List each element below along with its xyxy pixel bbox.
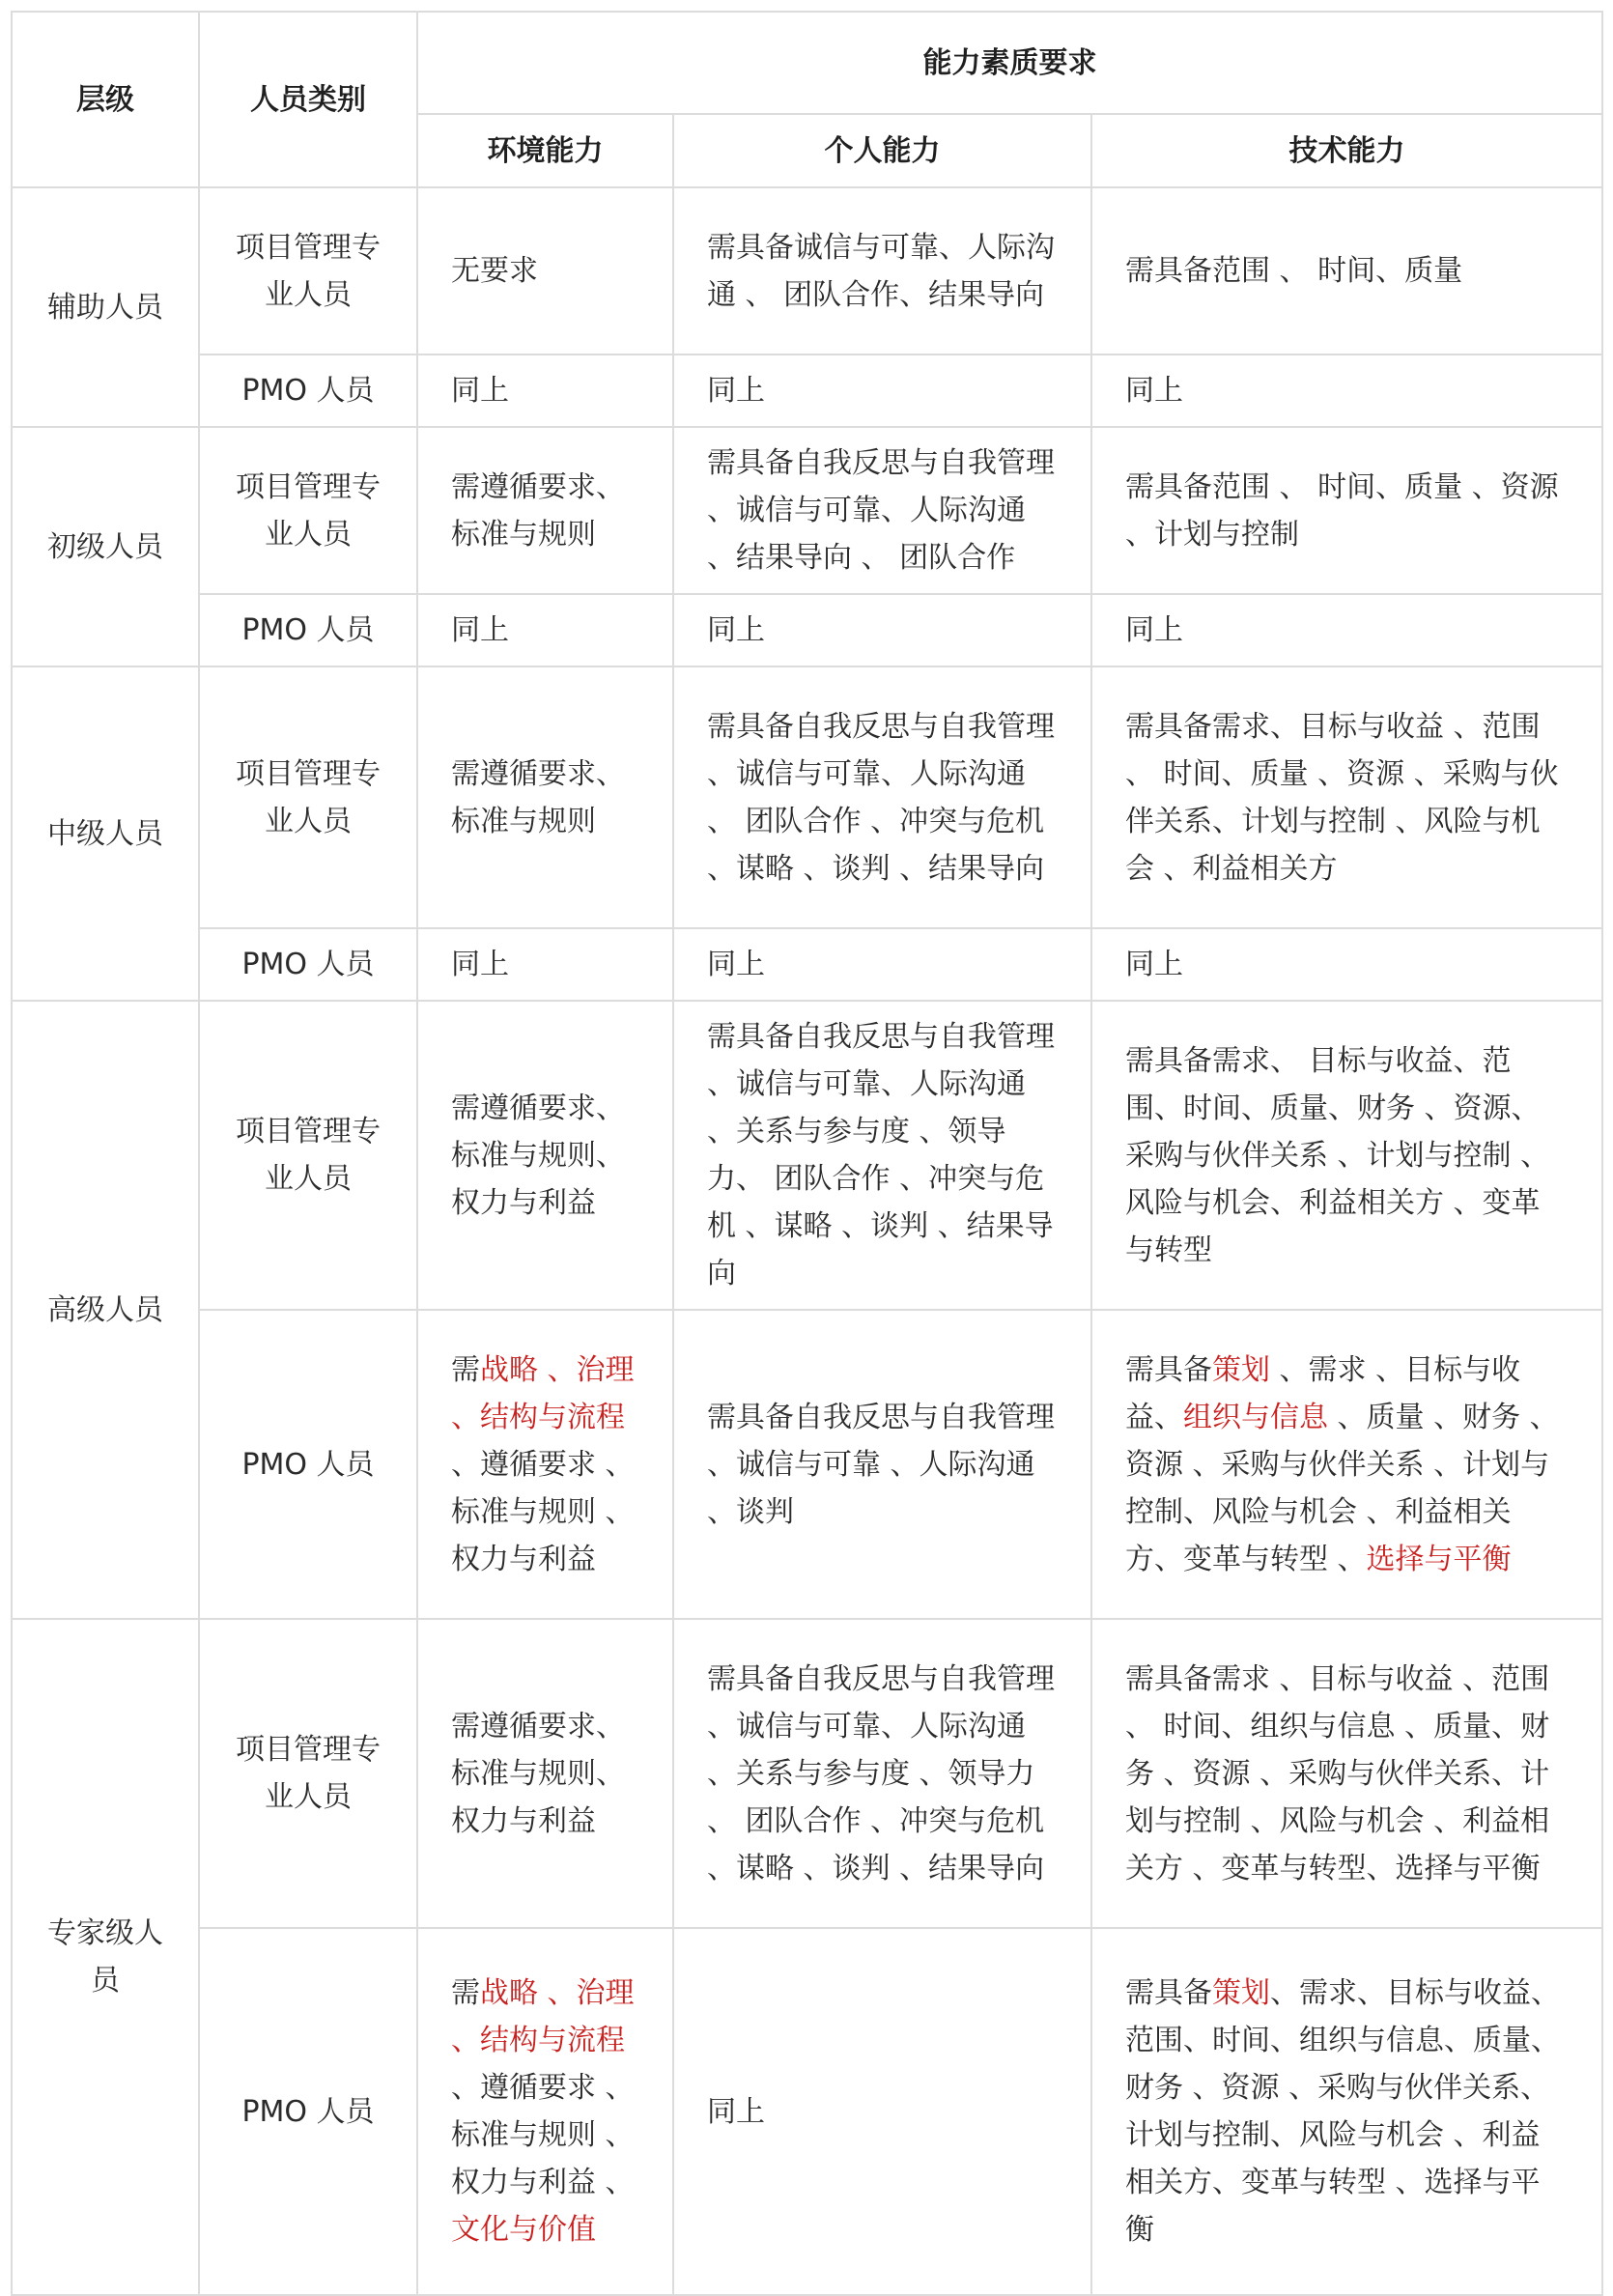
cell-text: 同上 [1125, 374, 1183, 408]
highlighted-text: 战略 、治理 、结构与流程 [451, 1976, 635, 2057]
personal-cell [673, 594, 1091, 666]
personal-cell [673, 666, 1091, 928]
header-requirements: 能力素质要求 [417, 12, 1602, 114]
tech-cell [1091, 187, 1602, 354]
cell-text: 同上 [451, 374, 509, 408]
category-cell: 项目管理专业人员 [199, 1001, 417, 1310]
tech-cell [1091, 594, 1602, 666]
cell-text: 需遵循要求、标准与规则 [451, 469, 625, 552]
table-row [12, 666, 1602, 928]
cell-text: 需具备诚信与可靠、人际沟通 、 团队合作、结果导向 [707, 230, 1055, 312]
tech-cell [1091, 1619, 1602, 1928]
cell-text: 、质量 、财务 、资源 、采购与伙伴关系 、计划与控制、风险与机会 、利益相关方、变革与转型 、 [1125, 1400, 1559, 1576]
cell-text: 同上 [707, 2094, 765, 2129]
cell-text: 需 [451, 1976, 480, 2010]
category-cell: 项目管理专业人员 [199, 1619, 417, 1928]
tech-cell [1091, 354, 1602, 427]
level-cell: 专家级人员 [12, 1619, 199, 2295]
level-cell: 中级人员 [12, 666, 199, 1001]
category-cell: 项目管理专业人员 [199, 187, 417, 354]
personal-cell [673, 928, 1091, 1001]
cell-text: 同上 [451, 948, 509, 981]
category-cell: PMO 人员 [199, 594, 417, 666]
cell-text: 需具备范围 、 时间、质量 、资源 、计划与控制 [1125, 469, 1559, 552]
header-category: 人员类别 [199, 12, 417, 187]
cell-text: 同上 [451, 613, 509, 647]
env-cell [417, 1310, 673, 1619]
cell-text: 需具备自我反思与自我管理 、诚信与可靠、人际沟通 、结果导向 、 团队合作 [707, 446, 1055, 575]
table-row [12, 1928, 1602, 2295]
tech-cell [1091, 1310, 1602, 1619]
table-row [12, 928, 1602, 1001]
cell-text: 需 [451, 1352, 480, 1387]
highlighted-text: 组织与信息 [1183, 1400, 1328, 1434]
category-cell: PMO 人员 [199, 354, 417, 427]
cell-text: 需遵循要求、标准与规则、权力与利益 [451, 1709, 625, 1838]
table-row [12, 187, 1602, 354]
table-row [12, 1310, 1602, 1619]
tech-cell [1091, 928, 1602, 1001]
personal-cell [673, 1928, 1091, 2295]
personal-cell [673, 427, 1091, 594]
level-cell: 初级人员 [12, 427, 199, 666]
cell-text: 同上 [707, 613, 765, 647]
personal-cell [673, 1619, 1091, 1928]
cell-text: 同上 [1125, 948, 1183, 981]
env-cell [417, 354, 673, 427]
env-cell [417, 1619, 673, 1928]
personal-cell [673, 1001, 1091, 1310]
personal-cell [673, 1310, 1091, 1619]
tech-cell [1091, 1928, 1602, 2295]
table-row [12, 1001, 1602, 1310]
cell-text: 需具备需求、目标与收益 、范围 、 时间、质量 、资源 、采购与伙伴关系、计划与控制 、风险与机会 、利益相关方 [1125, 709, 1559, 886]
cell-text: 需具备 [1125, 1352, 1212, 1387]
cell-text: 同上 [1125, 613, 1183, 647]
header-tech: 技术能力 [1091, 114, 1602, 187]
cell-text: 无要求 [451, 254, 538, 288]
cell-text: 需具备 [1125, 1976, 1212, 2010]
table-row [12, 594, 1602, 666]
env-cell [417, 666, 673, 928]
category-cell: PMO 人员 [199, 928, 417, 1001]
competency-table [11, 11, 1603, 2296]
cell-text: 、需求 、目标与收益、 [1125, 1352, 1521, 1434]
highlighted-text: 文化与价值 [451, 2213, 596, 2247]
cell-text: 同上 [707, 948, 765, 981]
cell-text: 同上 [707, 374, 765, 408]
env-cell [417, 1928, 673, 2295]
table-row [12, 427, 1602, 594]
cell-text: 需遵循要求、标准与规则 [451, 756, 625, 838]
cell-text: 需具备自我反思与自我管理 、诚信与可靠、人际沟通 、 团队合作 、冲突与危机 、谋略 、谈判 、结果导向 [707, 709, 1055, 886]
cell-text: 需具备自我反思与自我管理 、诚信与可靠、人际沟通 、关系与参与度 、领导力 、 团队合作 、冲突与危机 、谋略 、谈判 、结果导向 [707, 1661, 1055, 1885]
header-level: 层级 [12, 12, 199, 187]
cell-text: 、需求、目标与收益、范围、时间、组织与信息、质量、财务 、资源 、采购与伙伴关系、计划与控制、风险与机会 、利益相关方、变革与转型 、选择与平衡 [1125, 1976, 1560, 2247]
header-personal: 个人能力 [673, 114, 1091, 187]
cell-text: 需具备自我反思与自我管理 、诚信与可靠、人际沟通 、关系与参与度 、领导力、 团队合作 、冲突与危机 、谋略 、谈判 、结果导向 [707, 1020, 1055, 1290]
category-cell: PMO 人员 [199, 1310, 417, 1619]
header-env: 环境能力 [417, 114, 673, 187]
personal-cell [673, 187, 1091, 354]
category-cell: PMO 人员 [199, 1928, 417, 2295]
table-row [12, 1619, 1602, 1928]
category-cell: 项目管理专业人员 [199, 427, 417, 594]
cell-text: 需具备自我反思与自我管理 、诚信与可靠 、人际沟通 、谈判 [707, 1400, 1055, 1529]
env-cell [417, 928, 673, 1001]
category-cell: 项目管理专业人员 [199, 666, 417, 928]
env-cell [417, 187, 673, 354]
env-cell [417, 594, 673, 666]
level-cell: 高级人员 [12, 1001, 199, 1619]
cell-text: 需具备需求 、目标与收益 、范围 、 时间、组织与信息 、质量、财务 、资源 、采购与伙伴关系、计划与控制 、风险与机会 、利益相关方 、变革与转型、选择与平衡 [1125, 1661, 1550, 1885]
cell-text: 需遵循要求、标准与规则、权力与利益 [451, 1091, 625, 1220]
highlighted-text: 战略 、治理 、结构与流程 [451, 1352, 635, 1434]
cell-text: 、遵循要求 、标准与规则 、权力与利益 [451, 1447, 635, 1576]
table-row [12, 354, 1602, 427]
personal-cell [673, 354, 1091, 427]
env-cell [417, 427, 673, 594]
tech-cell [1091, 427, 1602, 594]
cell-text: 需具备范围 、 时间、质量 [1125, 254, 1463, 288]
cell-text: 需具备需求、 目标与收益、范围、时间、质量、财务 、资源、采购与伙伴关系 、计划与控制 、风险与机会、利益相关方 、变革与转型 [1125, 1043, 1550, 1267]
level-cell: 辅助人员 [12, 187, 199, 427]
tech-cell [1091, 666, 1602, 928]
tech-cell [1091, 1001, 1602, 1310]
env-cell [417, 1001, 673, 1310]
highlighted-text: 策划 [1212, 1976, 1270, 2010]
highlighted-text: 选择与平衡 [1366, 1542, 1512, 1576]
cell-text: 、遵循要求 、标准与规则 、权力与利益 、 [451, 2071, 635, 2199]
highlighted-text: 策划 [1212, 1352, 1270, 1387]
